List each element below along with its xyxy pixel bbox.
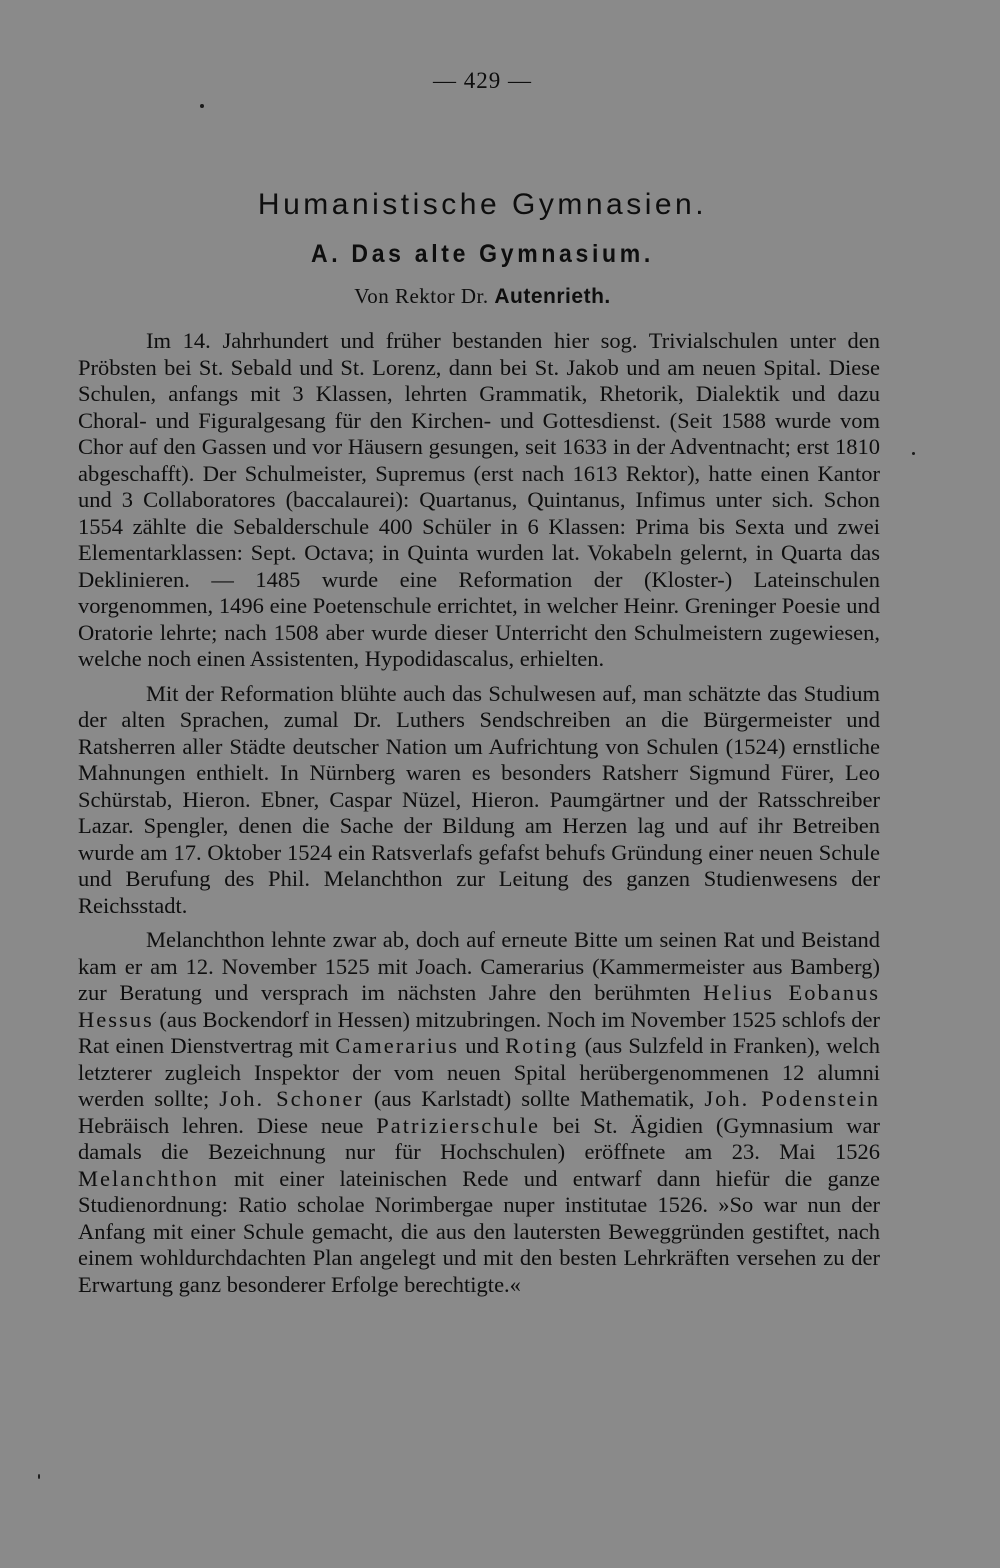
text-run: und <box>458 1033 506 1058</box>
text-run: Melanchthon lehnte zwar ab, doch auf erneute Bitte um seinen Rat und Beistand kam er am 12. November 1525 mit Joach. Camerarius (Kammermeister aus Bamberg) zur Beratung und versprach im nächsten Jahre den berühmten <box>78 927 880 1005</box>
page-number: — 429 — <box>433 68 532 93</box>
text-run: (aus Sulzfeld in Franken), welch letzterer zugleich Inspektor der vom neuen Spital herübergenommenen 12 alumni werden sollte; <box>78 1033 880 1111</box>
spaced-name: Roting <box>505 1033 579 1058</box>
spaced-name: Helius Eobanus Hessus <box>78 980 880 1032</box>
text-run: Im 14. Jahrhundert und früher bestanden hier sog. Trivialschulen unter den Pröbsten bei St. Sebald und St. Lorenz, dann bei St. Jakob und am neuen Spital. Diese Schulen, anfangs mit 3 Klassen, lehrten Grammatik, Rhetorik, Dialektik und dazu Choral- und Figuralgesang für den Kirchen- und Gottesdienst. (Seit 1588 wurde vom Chor auf den Gassen und vor Häusern gesungen, seit 1633 in der Adventnacht; erst 1810 abgeschafft). Der Schulmeister, Supremus (erst nach 1613 Rektor), hatte einen Kantor und 3 Collaboratores (baccalaurei): Quartanus, Quintanus, Infimus unter sich. Schon 1554 zählte die Sebalderschule 400 Schüler in 6 Klassen: Prima bis Sexta und zwei Elementarklassen: Sept. Octava; in Quinta wurden lat. Vokabeln gelernt, in Quarta das Deklinieren. — 1485 wurde eine Reformation der (Kloster-) Lateinschulen vorgenommen, 1496 eine Poetenschule errichtet, in welcher Heinr. Greninger Poesie und Oratorie lehrte; nach 1508 aber wurde dieser Unterricht den Schulmeistern zugewiesen, welche noch einen Assistenten, Hypodidascalus, erhielten. <box>78 328 880 671</box>
spaced-name: Camerarius <box>335 1033 459 1058</box>
spaced-name: Joh. Schoner <box>219 1086 364 1111</box>
spaced-name: Patrizierschule <box>376 1112 540 1138</box>
text-run: bei St. Ägidien (Gymnasium war damals die Bezeichnung nur für Hochschulen) eröffnete am 23. Mai 1526 <box>78 1112 880 1164</box>
text-run: mit einer lateinischen Rede und entwarf dann hiefür die ganze Studienordnung: Ratio scholae Norimbergae nuper institutae 1526. »So war nun der Anfang mit einer Schule gemacht, die aus den lautersten Beweggründen gestiftet, nach einem wohldurchdachten Plan angelegt und mit den besten Lehrkräften versehen zu der Erwartung ganz besonderer Erfolge berechtigte.« <box>78 1165 880 1297</box>
body-paragraph <box>78 927 880 1298</box>
spaced-name: Melanchthon <box>78 1165 219 1191</box>
spaced-name: Joh. Podenstein <box>704 1086 880 1111</box>
author-line <box>0 284 965 309</box>
text-run: Mit der Reformation blühte auch das Schulwesen auf, man schätzte das Studium der alten Sprachen, zumal Dr. Luthers Sendschreiben an die Bürgermeister und Ratsherren aller Städte deutscher Nation um Aufrichtung von Schulen (1524) ernstliche Mahnungen enthielt. In Nürnberg waren es besonders Ratsherr Sigmund Fürer, Leo Schürstab, Hieron. Ebner, Caspar Nüzel, Hieron. Paumgärtner und der Ratsschreiber Lazar. Spengler, denen die Sache der Bildung am Herzen lag und auf ihr Betreiben wurde am 17. Oktober 1524 ein Ratsverlafs gefafst behufs Gründung einer neuen Schule und Berufung des Phil. Melanchthon zur Leitung des ganzen Studienwesens der Reichsstadt. <box>78 680 880 918</box>
scan-speck <box>38 1474 40 1479</box>
section-subtitle: A. Das alte Gymnasium. <box>310 240 654 268</box>
scan-speck <box>200 104 204 108</box>
author-name: Autenrieth. <box>494 285 611 308</box>
body-paragraph <box>78 328 880 673</box>
text-run: Hebräisch lehren. Diese neue <box>78 1112 377 1138</box>
body-paragraph <box>78 681 880 920</box>
page-title: Humanistische Gymnasien. <box>257 188 708 221</box>
scan-speck <box>912 452 915 455</box>
text-run: (aus Bockendorf in Hessen) mitzubringen. Noch im November 1525 schlofs der Rat einen Dienstvertrag mit <box>78 1006 880 1058</box>
body-text <box>78 328 880 1298</box>
text-run: (aus Karlstadt) sollte Mathematik, <box>363 1086 705 1111</box>
author-prefix: Von Rektor Dr. <box>354 284 489 308</box>
